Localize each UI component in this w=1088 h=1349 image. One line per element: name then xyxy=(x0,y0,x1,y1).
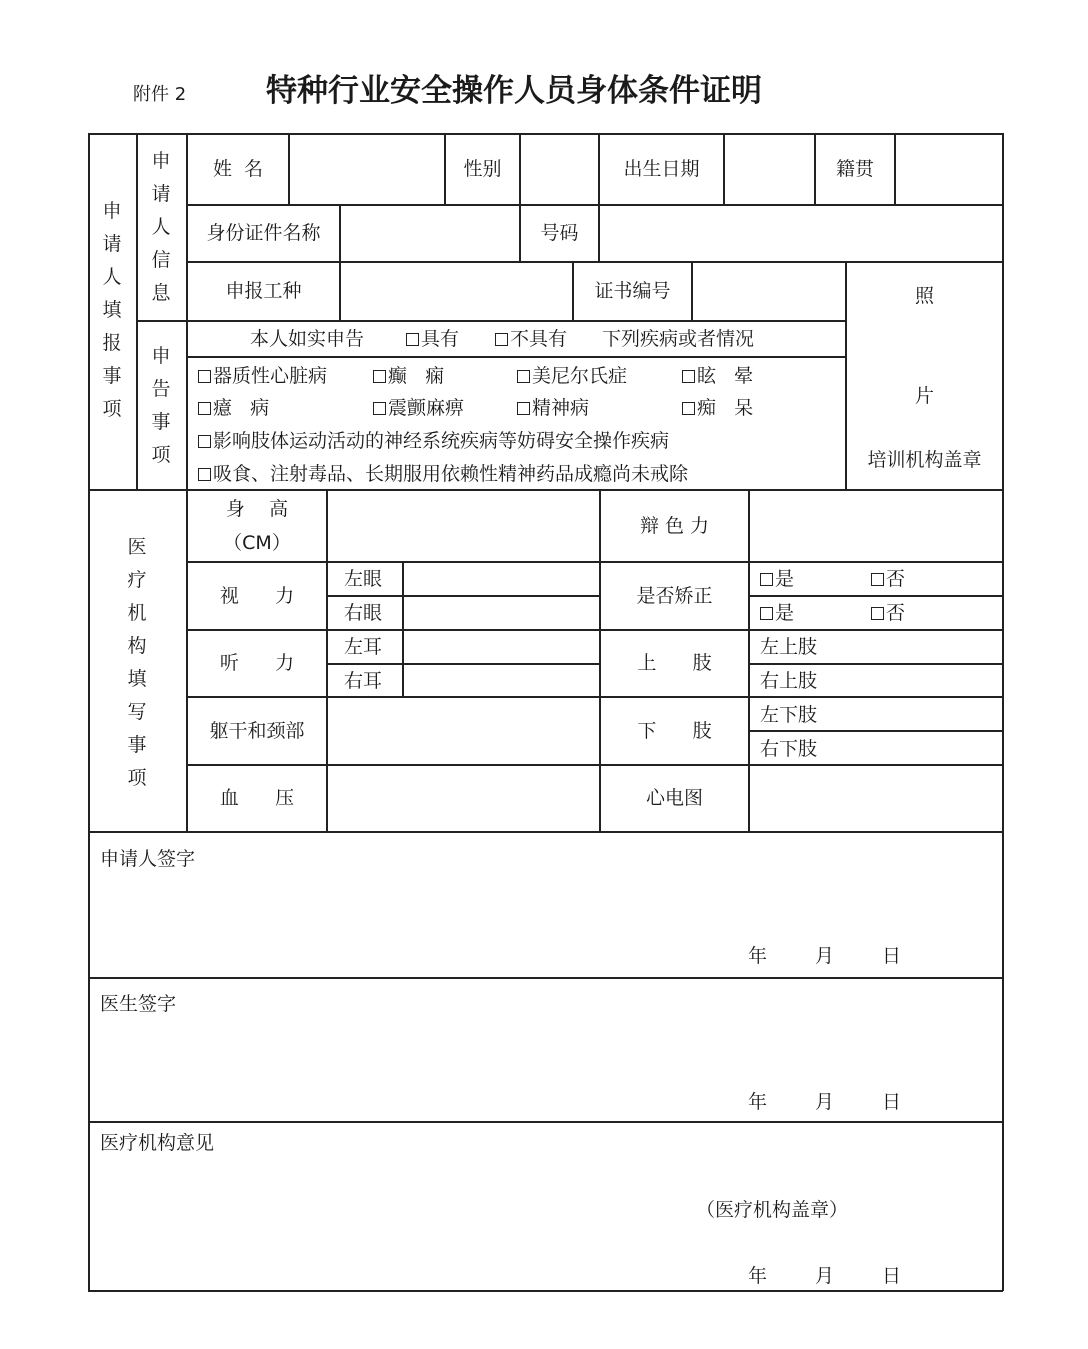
left-ear-label: 左耳 xyxy=(344,636,383,658)
declare-suffix: 下列疾病或者情况 xyxy=(602,328,755,350)
disease-dementia-checkbox[interactable]: 痴 呆 xyxy=(682,396,753,420)
declaration-label: 申 告 事 项 xyxy=(151,345,171,466)
checkbox-icon xyxy=(682,370,695,383)
applicant-section-label: 申 请 人 填 报 事 项 xyxy=(102,200,122,420)
training-stamp-label: 培训机构盖章 xyxy=(867,449,982,471)
disease-heart-checkbox[interactable]: 器质性心脏病 xyxy=(198,364,327,388)
id-type-label: 身份证件名称 xyxy=(206,222,321,244)
left-eye-input[interactable] xyxy=(404,563,598,594)
hearing-label: 听 力 xyxy=(219,652,295,674)
job-type-label: 申报工种 xyxy=(225,280,302,302)
photo-char-1: 照 xyxy=(914,285,934,307)
gender-input[interactable] xyxy=(521,135,597,203)
page-title: 特种行业安全操作人员身体条件证明 xyxy=(266,73,762,109)
job-type-input[interactable] xyxy=(341,263,571,319)
left-upper-limb-label: 左上肢 xyxy=(760,636,818,658)
attachment-label: 附件 2 xyxy=(133,84,187,105)
doctor-day-label: 日 xyxy=(882,1091,902,1113)
name-label: 姓 名 xyxy=(212,158,264,180)
checkbox-icon xyxy=(406,333,419,346)
birth-date-input[interactable] xyxy=(725,135,813,203)
medical-stamp-label: （医疗机构盖章） xyxy=(696,1199,849,1221)
right-upper-limb-input[interactable] xyxy=(830,665,1001,695)
checkbox-icon xyxy=(373,402,386,415)
blood-pressure-input[interactable] xyxy=(328,766,598,830)
doctor-signature-area[interactable] xyxy=(90,979,1001,1120)
native-place-label: 籍贯 xyxy=(835,158,874,180)
id-type-input[interactable] xyxy=(341,206,518,260)
right-corrected-no[interactable]: 否 xyxy=(871,601,905,625)
checkbox-icon xyxy=(871,607,884,620)
disease-drug-checkbox[interactable]: 吸食、注射毒品、长期服用依赖性精神药品成瘾尚未戒除 xyxy=(198,462,688,486)
checkbox-icon xyxy=(517,370,530,383)
left-lower-limb-input[interactable] xyxy=(830,698,1001,729)
ecg-label: 心电图 xyxy=(645,787,703,809)
disease-neuro-checkbox[interactable]: 影响肢体运动活动的神经系统疾病等妨碍安全操作疾病 xyxy=(198,429,669,453)
doctor-year-label: 年 xyxy=(748,1091,768,1113)
right-ear-label: 右耳 xyxy=(344,670,383,692)
opinion-day-label: 日 xyxy=(882,1265,902,1287)
left-corrected-yes[interactable]: 是 xyxy=(760,567,794,591)
right-lower-limb-label: 右下肢 xyxy=(760,738,818,760)
declare-not-checkbox[interactable]: 不具有 xyxy=(495,327,567,351)
left-ear-input[interactable] xyxy=(404,631,598,662)
medical-section-label: 医 疗 机 构 填 写 事 项 xyxy=(127,536,147,789)
height-input[interactable] xyxy=(328,491,598,560)
corrected-label: 是否矫正 xyxy=(636,584,713,607)
trunk-neck-input[interactable] xyxy=(328,698,598,763)
applicant-day-label: 日 xyxy=(882,945,902,967)
trunk-neck-label: 躯干和颈部 xyxy=(209,719,305,742)
vision-label: 视 力 xyxy=(219,584,295,607)
checkbox-icon xyxy=(760,573,773,586)
left-eye-label: 左眼 xyxy=(344,568,383,590)
right-eye-input[interactable] xyxy=(404,597,598,628)
checkbox-icon xyxy=(198,370,211,383)
disease-mental-checkbox[interactable]: 精神病 xyxy=(517,396,589,420)
right-ear-input[interactable] xyxy=(404,665,598,695)
disease-epilepsy-checkbox[interactable]: 癫 痫 xyxy=(373,364,444,388)
medical-opinion-label: 医疗机构意见 xyxy=(100,1132,215,1154)
right-upper-limb-label: 右上肢 xyxy=(760,670,818,692)
native-place-input[interactable] xyxy=(896,135,1001,203)
declare-has-checkbox[interactable]: 具有 xyxy=(406,327,459,351)
photo-char-2: 片 xyxy=(914,385,934,407)
birth-date-label: 出生日期 xyxy=(623,158,700,180)
color-vision-input[interactable] xyxy=(750,491,1001,560)
doctor-month-label: 月 xyxy=(815,1091,835,1113)
applicant-signature-label: 申请人签字 xyxy=(100,848,196,870)
checkbox-icon xyxy=(373,370,386,383)
certificate-number-input[interactable] xyxy=(693,263,844,319)
photo-area[interactable] xyxy=(847,263,1002,489)
left-corrected-no[interactable]: 否 xyxy=(871,567,905,591)
upper-limb-label: 上 肢 xyxy=(637,652,712,674)
checkbox-icon xyxy=(871,573,884,586)
id-number-input[interactable] xyxy=(600,206,1001,260)
name-input[interactable] xyxy=(290,135,443,203)
right-eye-label: 右眼 xyxy=(344,602,383,624)
blood-pressure-label: 血 压 xyxy=(219,787,295,809)
applicant-info-label: 申 请 人 信 息 xyxy=(151,150,171,304)
opinion-month-label: 月 xyxy=(815,1265,835,1287)
left-upper-limb-input[interactable] xyxy=(830,631,1001,662)
ecg-input[interactable] xyxy=(750,766,1001,830)
checkbox-icon xyxy=(495,333,508,346)
left-lower-limb-label: 左下肢 xyxy=(760,704,818,726)
checkbox-icon xyxy=(760,607,773,620)
right-lower-limb-input[interactable] xyxy=(830,732,1001,763)
opinion-year-label: 年 xyxy=(748,1265,768,1287)
disease-hysteria-checkbox[interactable]: 癔 病 xyxy=(198,396,269,420)
checkbox-icon xyxy=(517,402,530,415)
disease-vertigo-checkbox[interactable]: 眩 晕 xyxy=(682,364,753,388)
right-corrected-yes[interactable]: 是 xyxy=(760,601,794,625)
id-number-label: 号码 xyxy=(540,222,579,244)
gender-label: 性别 xyxy=(463,158,502,180)
disease-meniere-checkbox[interactable]: 美尼尔氏症 xyxy=(517,364,627,388)
applicant-month-label: 月 xyxy=(815,945,835,967)
height-label: 身 高 xyxy=(225,498,289,520)
height-unit-label: （CM） xyxy=(223,532,291,554)
color-vision-label: 辩 色 力 xyxy=(639,514,710,537)
doctor-signature-label: 医生签字 xyxy=(100,993,177,1015)
declare-prefix: 本人如实申告 xyxy=(250,328,365,350)
checkbox-icon xyxy=(198,468,211,481)
checkbox-icon xyxy=(198,435,211,448)
medical-opinion-area[interactable] xyxy=(90,1123,1001,1289)
checkbox-icon xyxy=(682,402,695,415)
certificate-number-label: 证书编号 xyxy=(594,280,671,302)
checkbox-icon xyxy=(198,402,211,415)
applicant-year-label: 年 xyxy=(748,945,768,967)
disease-parkinson-checkbox[interactable]: 震颤麻痹 xyxy=(373,396,464,420)
lower-limb-label: 下 肢 xyxy=(637,719,712,742)
applicant-signature-area[interactable] xyxy=(90,833,1001,976)
